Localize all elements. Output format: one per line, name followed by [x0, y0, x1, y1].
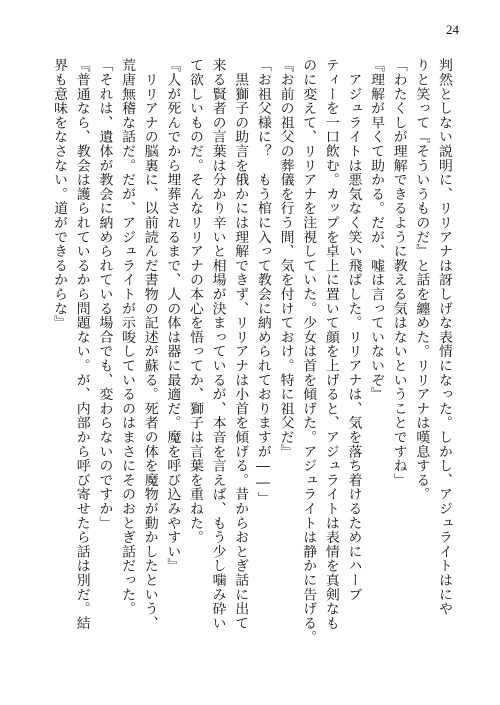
- text-line: アジュライトは悪気なく笑い飛ばした。リリアナは、気を落ち着けるためにハーブ: [345, 58, 362, 602]
- text-line: りと笑って『そういうものだ』と話を纏めた。リリアナは嘆息する。: [413, 58, 430, 502]
- text-line: 来る賢者の言葉は分かり辛いと相場が決まっているが、本音を言えば、もう少し噛み砕い: [209, 58, 226, 630]
- text-line: 「それは、遺体が教会に納められている場合でも、変わらないのですか」: [96, 58, 113, 530]
- body-text: [40, 58, 450, 668]
- text-line: 界も意味をなさない。道ができるからな』: [51, 58, 68, 330]
- text-line: 「お祖父様に？ もう棺に入って教会に納められておりますが――」: [254, 58, 271, 506]
- text-line: 『お前の祖父の葬儀を行う間、気を付けておけ。特に祖父だ』: [277, 58, 294, 459]
- text-line: 荒唐無稽な話だ。だが、アジュライトが示唆しているのはまさにそのおとぎ話だった。: [119, 58, 136, 616]
- text-line: 『理解が早くて助かる。だが、嘘は言っていないぞ』: [368, 58, 385, 402]
- page-number: 24: [446, 22, 459, 37]
- text-line: 「わたくしが理解できるように教える気はないということですね」: [390, 58, 407, 487]
- text-line: て欲しいものだ。そんなリリアナの本心を悟ってか、獅子は言葉を重ねた。: [186, 58, 203, 545]
- text-line: 『普通なら、教会は護られているから問題ない。が、内部から呼び寄せたら話は別だ。結: [73, 58, 90, 630]
- text-line: 『人が死んでから埋葬されるまで、人の体は器に最適だ。魔を呼び込みやすい』: [164, 58, 181, 573]
- text-line: のに変えて、リリアナを注視していた。少女は首を傾げた。アジュライトは静かに告げる。: [300, 58, 317, 645]
- text-line: リリアナの脳裏に、以前読んだ書物の記述が蘇る。死者の体を魔物が動かしたという、: [141, 58, 158, 630]
- text-line: ティーを一口飲む。カップを卓上に置いて顔を上げると、アジュライトは表情を真剣なも: [322, 58, 339, 630]
- text-line: 黒獅子の助言を俄かには理解できず、リリアナは小首を傾げる。昔からおとぎ話に出て: [232, 58, 249, 630]
- text-line: 判然としない説明に、リリアナは訝しげな表情になった。しかし、アジュライトはにや: [436, 58, 452, 616]
